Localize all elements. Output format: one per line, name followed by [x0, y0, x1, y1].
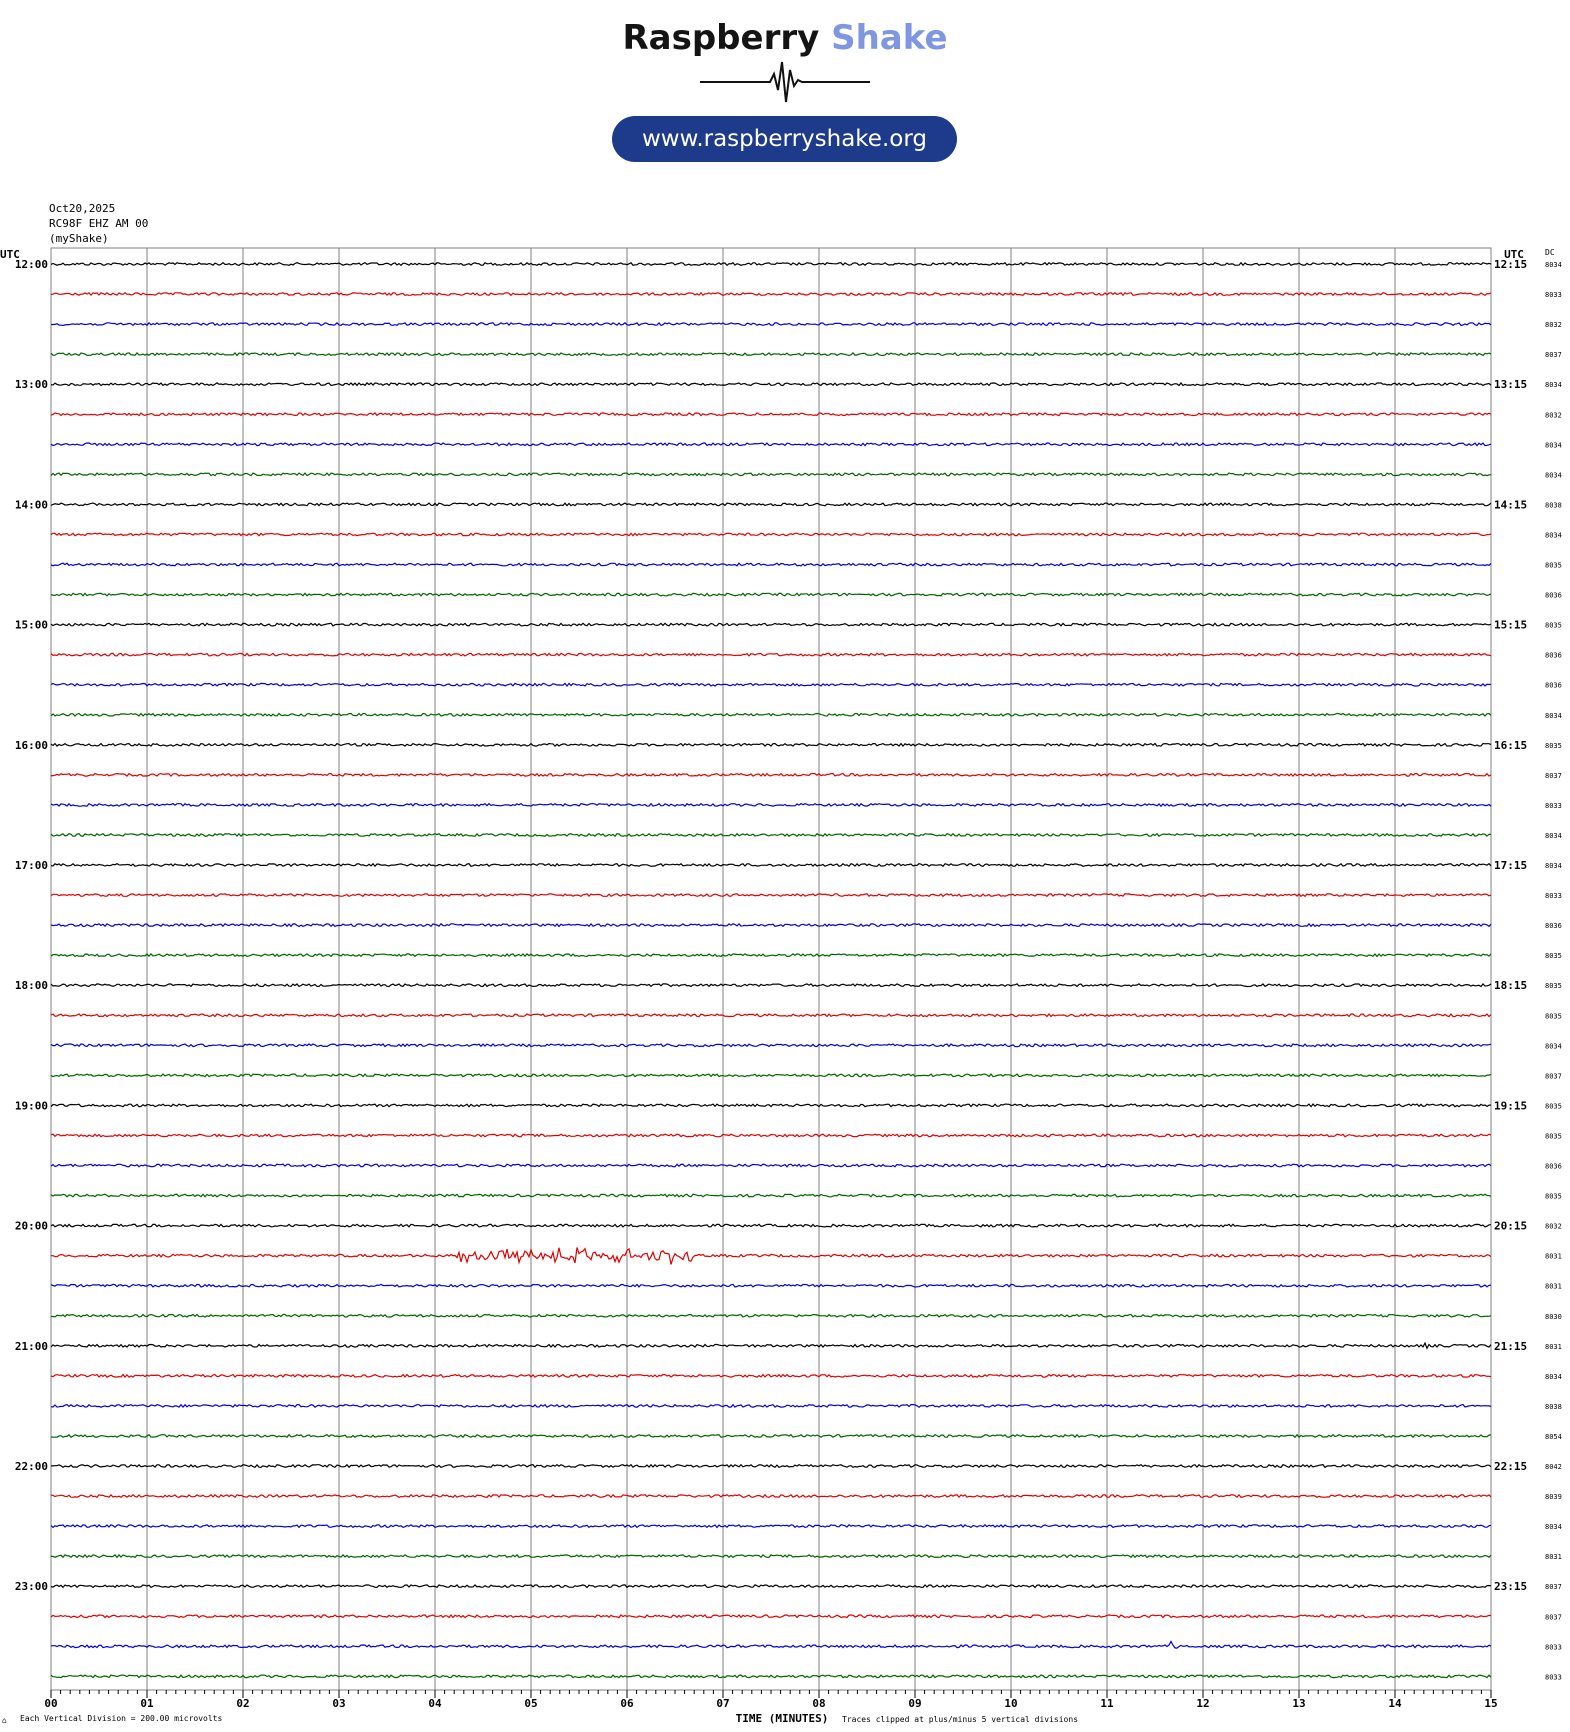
trace-line	[51, 954, 1491, 957]
x-tick-label: 06	[620, 1697, 634, 1710]
row-dc-value: 8036	[1545, 651, 1562, 660]
row-dc-value: 8035	[1545, 741, 1562, 750]
trace-line	[51, 1104, 1491, 1107]
trace-line	[51, 804, 1491, 807]
row-dc-value: 8036	[1545, 922, 1562, 931]
trace-line	[51, 1343, 1491, 1348]
row-time-label-right: 21:15	[1494, 1339, 1528, 1353]
row-dc-value: 8034	[1545, 471, 1562, 480]
row-time-label-right: 13:15	[1494, 378, 1528, 392]
trace-line	[51, 1074, 1491, 1077]
logo-title-part1: Raspberry	[622, 18, 820, 58]
row-dc-value: 8036	[1545, 681, 1562, 690]
x-tick-label: 13	[1292, 1697, 1306, 1710]
row-dc-value: 8036	[1545, 1162, 1562, 1171]
x-axis-label: TIME (MINUTES)	[735, 1712, 829, 1725]
trace-line	[51, 834, 1491, 837]
trace-line	[51, 323, 1491, 326]
trace-line	[51, 1194, 1491, 1197]
row-dc-value: 8035	[1545, 952, 1562, 961]
row-dc-value: 8033	[1545, 1643, 1562, 1652]
row-dc-value: 8038	[1545, 1402, 1562, 1411]
trace-line	[51, 473, 1491, 476]
row-dc-value: 8037	[1545, 1583, 1562, 1592]
x-tick-label: 14	[1388, 1697, 1402, 1710]
trace-line	[51, 1375, 1491, 1378]
x-tick-label: 09	[908, 1697, 922, 1710]
row-dc-value: 8034	[1545, 531, 1562, 540]
x-tick-label: 00	[44, 1697, 58, 1710]
dc-label: DC	[1545, 248, 1555, 257]
row-dc-value: 8031	[1545, 1252, 1562, 1261]
trace-line	[51, 924, 1491, 927]
trace-line	[51, 1555, 1491, 1558]
row-dc-value: 8037	[1545, 1072, 1562, 1081]
row-dc-value: 8035	[1545, 1102, 1562, 1111]
trace-line	[51, 623, 1491, 626]
trace-line	[51, 1585, 1491, 1588]
trace-line	[51, 1642, 1491, 1649]
trace-line	[51, 714, 1491, 717]
trace-line	[51, 1044, 1491, 1047]
row-dc-value: 8042	[1545, 1463, 1562, 1471]
row-time-label-right: 14:15	[1494, 498, 1528, 512]
row-dc-value: 8034	[1545, 441, 1562, 450]
row-time-label-right: 18:15	[1494, 979, 1528, 993]
trace-line	[51, 984, 1491, 987]
trace-line	[51, 744, 1491, 747]
row-dc-value: 8032	[1545, 411, 1562, 420]
row-dc-value: 8036	[1545, 591, 1562, 600]
trace-line	[51, 1134, 1491, 1137]
row-time-label-left: 20:00	[14, 1219, 48, 1233]
trace-line	[51, 443, 1491, 446]
trace-line	[51, 563, 1491, 566]
row-dc-value: 8034	[1545, 1042, 1562, 1051]
row-time-label-left: 22:00	[14, 1460, 48, 1473]
trace-line	[51, 864, 1491, 867]
row-dc-value: 8033	[1545, 1673, 1562, 1682]
row-time-label-right: 22:15	[1494, 1460, 1528, 1473]
row-dc-value: 8034	[1545, 862, 1562, 870]
row-time-label-right: 16:15	[1494, 738, 1528, 752]
x-tick-label: 05	[524, 1697, 538, 1710]
row-time-label-left: 18:00	[14, 979, 48, 993]
trace-line	[51, 413, 1491, 416]
trace-line	[51, 1465, 1491, 1468]
trace-line	[51, 1525, 1491, 1528]
trace-line	[51, 1164, 1491, 1167]
row-time-label-left: 23:00	[14, 1580, 48, 1594]
sensor-icon: ⌂	[2, 1716, 7, 1725]
row-dc-value: 8031	[1545, 1282, 1562, 1291]
trace-line	[51, 383, 1491, 386]
row-time-label-right: 15:15	[1494, 618, 1528, 632]
row-dc-value: 8035	[1545, 982, 1562, 991]
trace-line	[51, 1405, 1491, 1408]
row-dc-value: 8033	[1545, 892, 1562, 901]
x-tick-label: 03	[332, 1697, 346, 1710]
clip-note: Traces clipped at plus/minus 5 vertical divisions	[842, 1715, 1079, 1724]
row-dc-value: 8054	[1545, 1432, 1562, 1441]
logo-title-part2: Shake	[831, 18, 948, 58]
row-dc-value: 8031	[1545, 1342, 1562, 1351]
trace-line	[51, 683, 1491, 686]
trace-line	[51, 353, 1491, 356]
trace-line	[51, 1495, 1491, 1498]
row-time-label-right: 17:15	[1494, 859, 1528, 872]
trace-line	[51, 894, 1491, 897]
row-dc-value: 8038	[1545, 501, 1562, 510]
trace-line	[51, 1014, 1491, 1017]
trace-line	[51, 653, 1491, 656]
right-utc-label: UTC	[1504, 248, 1524, 261]
row-dc-value: 8033	[1545, 291, 1562, 300]
row-dc-value: 8034	[1545, 381, 1562, 390]
row-time-label-left: 14:00	[14, 498, 48, 512]
row-dc-value: 8034	[1545, 1523, 1562, 1532]
x-tick-label: 01	[140, 1697, 154, 1710]
trace-line	[51, 1247, 1491, 1264]
x-tick-label: 02	[236, 1697, 250, 1710]
row-time-label-left: 19:00	[14, 1099, 48, 1113]
header-date: Oct20,2025	[49, 202, 116, 215]
row-dc-value: 8034	[1545, 261, 1562, 269]
row-dc-value: 8033	[1545, 801, 1562, 810]
left-utc-label: UTC	[0, 248, 20, 261]
trace-line	[51, 1315, 1491, 1318]
x-tick-label: 08	[812, 1697, 826, 1710]
x-tick-label: 10	[1004, 1697, 1018, 1710]
trace-line	[51, 533, 1491, 536]
row-dc-value: 8032	[1545, 321, 1562, 330]
plot-frame	[51, 248, 1491, 1690]
trace-line	[51, 1284, 1491, 1287]
x-tick-label: 11	[1100, 1697, 1114, 1710]
row-time-label-left: 15:00	[14, 618, 48, 632]
x-tick-label: 07	[716, 1697, 730, 1710]
row-dc-value: 8032	[1545, 1222, 1562, 1231]
row-dc-value: 8035	[1545, 1132, 1562, 1141]
row-dc-value: 8035	[1545, 1012, 1562, 1021]
row-time-label-right: 19:15	[1494, 1099, 1528, 1113]
row-time-label-right: 23:15	[1494, 1580, 1528, 1594]
trace-line	[51, 293, 1491, 296]
row-time-label-right: 12:15	[1494, 258, 1528, 271]
row-dc-value: 8035	[1545, 561, 1562, 570]
trace-line	[51, 593, 1491, 596]
row-dc-value: 8031	[1545, 1553, 1562, 1562]
trace-line	[51, 263, 1491, 266]
row-dc-value: 8039	[1545, 1493, 1562, 1502]
x-tick-label: 15	[1484, 1697, 1498, 1710]
row-time-label-left: 21:00	[14, 1339, 48, 1353]
row-dc-value: 8037	[1545, 771, 1562, 780]
row-time-label-left: 13:00	[14, 378, 48, 392]
x-tick-label: 04	[428, 1697, 442, 1710]
trace-line	[51, 1675, 1491, 1678]
trace-line	[51, 503, 1491, 506]
url-badge[interactable]: www.raspberryshake.org	[612, 116, 957, 162]
row-dc-value: 8034	[1545, 711, 1562, 720]
trace-line	[51, 1435, 1491, 1438]
row-dc-value: 8035	[1545, 621, 1562, 630]
row-dc-value: 8034	[1545, 1372, 1562, 1381]
row-dc-value: 8030	[1545, 1312, 1562, 1321]
header-station: RC98F EHZ AM 00	[49, 217, 149, 230]
row-time-label-left: 17:00	[14, 859, 48, 872]
row-dc-value: 8037	[1545, 351, 1562, 360]
row-time-label-left: 12:00	[14, 258, 48, 271]
header-source: (myShake)	[49, 232, 109, 245]
row-dc-value: 8037	[1545, 1613, 1562, 1622]
row-dc-value: 8035	[1545, 1192, 1562, 1201]
row-time-label-right: 20:15	[1494, 1219, 1528, 1233]
trace-line	[51, 1615, 1491, 1618]
row-dc-value: 8034	[1545, 831, 1562, 840]
trace-line	[51, 1224, 1491, 1227]
trace-line	[51, 774, 1491, 777]
row-time-label-left: 16:00	[14, 738, 48, 752]
x-tick-label: 12	[1196, 1697, 1210, 1710]
scale-note: Each Vertical Division = 200.00 microvolts	[20, 1714, 223, 1723]
